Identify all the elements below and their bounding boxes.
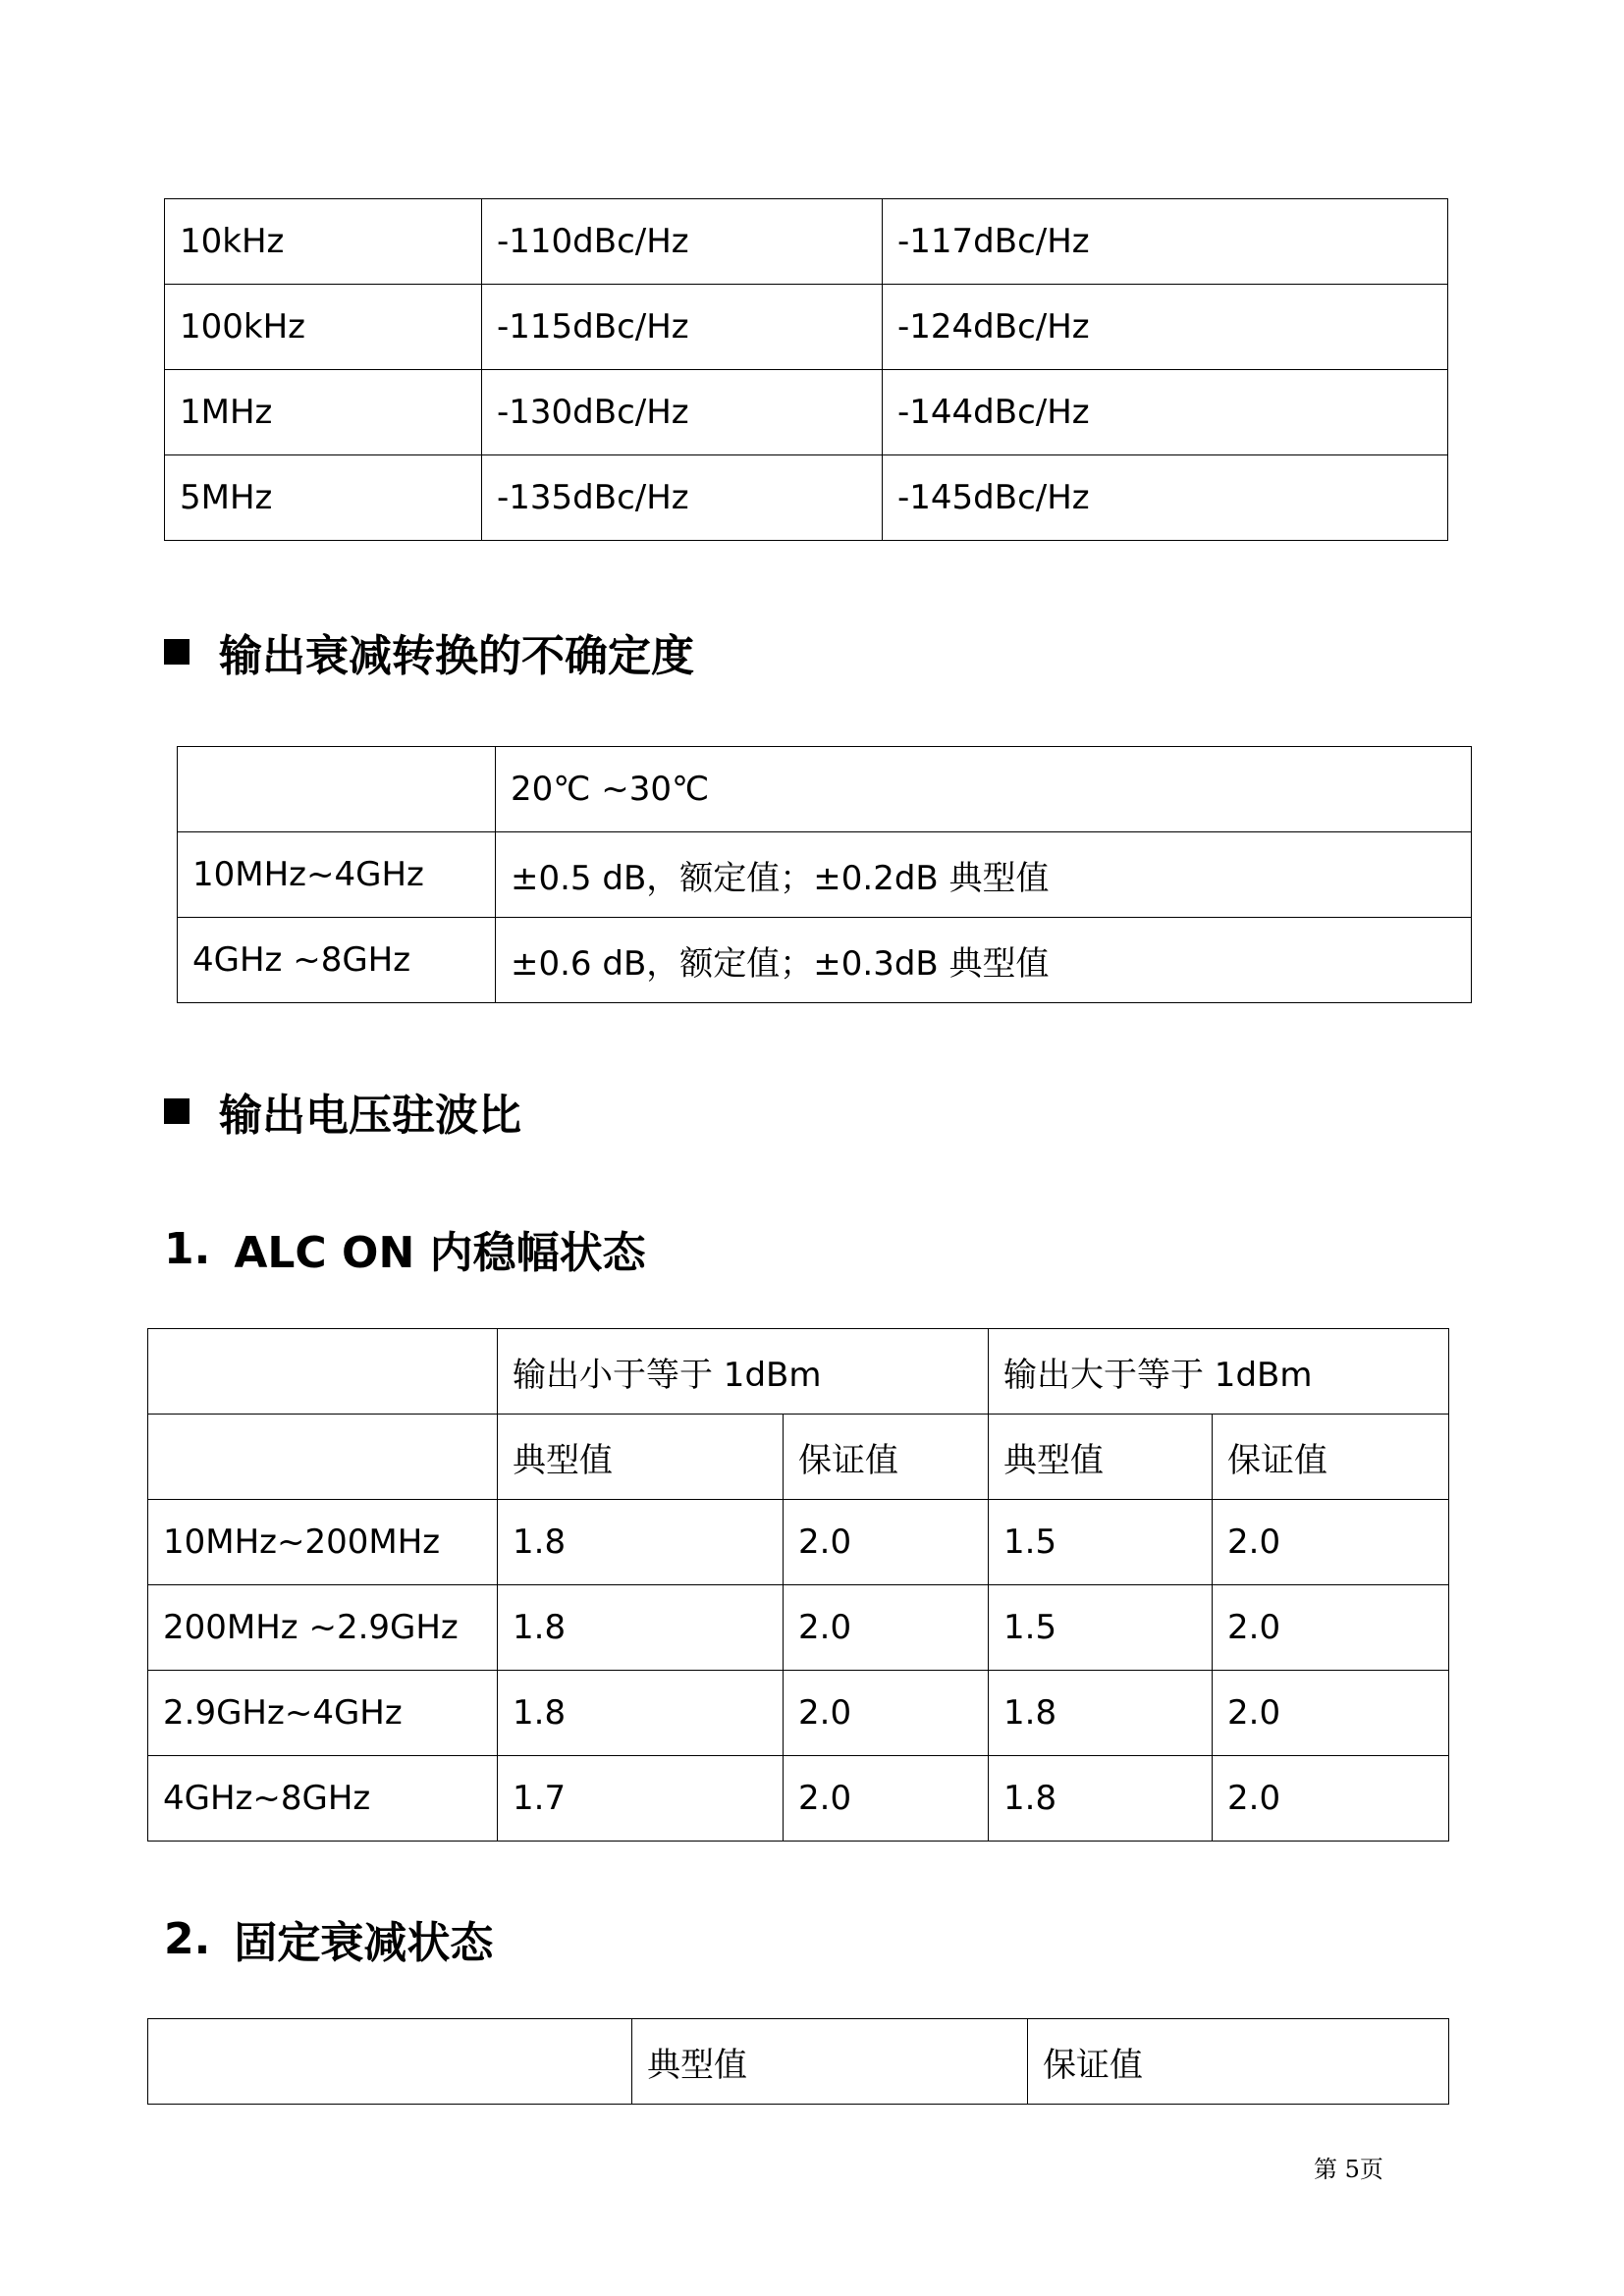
table-cell: -130dBc/Hz	[482, 370, 883, 455]
table-cell	[148, 1329, 498, 1415]
table-cell: 4GHz~8GHz	[148, 1756, 498, 1842]
subsection-number: 2.	[164, 1913, 211, 1964]
table-cell	[178, 747, 496, 832]
table-cell: 1.5	[989, 1585, 1213, 1671]
table-cell: 1.5	[989, 1500, 1213, 1585]
table-cell: 10MHz~4GHz	[178, 832, 496, 918]
table-cell: 100kHz	[165, 285, 482, 370]
section-heading-vswr	[164, 1080, 521, 1143]
table-sub-header-row	[148, 1415, 1449, 1500]
table-row	[148, 1756, 1449, 1842]
table-row	[178, 832, 1472, 918]
table-cell	[148, 2019, 632, 2105]
table-cell: 2.9GHz~4GHz	[148, 1671, 498, 1756]
table-cell: -124dBc/Hz	[883, 285, 1448, 370]
table-cell: -135dBc/Hz	[482, 455, 883, 541]
table-cell: -110dBc/Hz	[482, 199, 883, 285]
table-cell: -144dBc/Hz	[883, 370, 1448, 455]
table-cell: 2.0	[1213, 1671, 1449, 1756]
table-row	[165, 370, 1448, 455]
table-cell	[148, 1415, 498, 1500]
section-title: 输出电压驻波比	[219, 1091, 521, 1141]
table-cell: 1.8	[498, 1500, 784, 1585]
page-number: 第 5页	[1314, 2156, 1383, 2183]
attenuation-table	[177, 746, 1472, 1003]
subsection-title: 固定衰减状态	[234, 1918, 494, 1968]
table-cell: 2.0	[784, 1585, 989, 1671]
table-cell: 1MHz	[165, 370, 482, 455]
table-header-cell: 20℃ ~30℃	[496, 747, 1472, 832]
subsection-heading-alc	[164, 1217, 646, 1280]
section-heading-attenuation	[164, 620, 694, 683]
square-bullet-icon	[164, 639, 189, 665]
table-cell: 10kHz	[165, 199, 482, 285]
square-bullet-icon	[164, 1098, 189, 1124]
table-cell: 1.8	[989, 1671, 1213, 1756]
table-header-cell: 保证值	[784, 1415, 989, 1500]
table-cell: 2.0	[784, 1756, 989, 1842]
subsection-title: ALC ON 内稳幅状态	[234, 1228, 646, 1278]
table-cell: 2.0	[1213, 1500, 1449, 1585]
table-group-header-cell: 输出小于等于 1dBm	[498, 1329, 989, 1415]
table-header-cell: 保证值	[1213, 1415, 1449, 1500]
table-cell: -115dBc/Hz	[482, 285, 883, 370]
table-header-cell: 典型值	[498, 1415, 784, 1500]
table-cell: 1.8	[498, 1585, 784, 1671]
table-row	[165, 455, 1448, 541]
alc-vswr-table	[147, 1328, 1449, 1842]
table-header-cell: 典型值	[632, 2019, 1028, 2105]
table-cell: 1.8	[498, 1671, 784, 1756]
table-cell: -117dBc/Hz	[883, 199, 1448, 285]
table-row	[165, 285, 1448, 370]
table-header-row	[148, 2019, 1449, 2105]
table-header-cell: 典型值	[989, 1415, 1213, 1500]
table-cell: 200MHz ~2.9GHz	[148, 1585, 498, 1671]
table-header-cell: 保证值	[1028, 2019, 1449, 2105]
table-row	[165, 199, 1448, 285]
subsection-heading-fixed	[164, 1907, 493, 1970]
table-cell: 2.0	[784, 1500, 989, 1585]
table-header-row	[178, 747, 1472, 832]
phase-noise-table	[164, 198, 1448, 541]
table-cell: 2.0	[784, 1671, 989, 1756]
table-cell: 2.0	[1213, 1756, 1449, 1842]
table-group-header-row	[148, 1329, 1449, 1415]
table-cell: ±0.5 dB，额定值；±0.2dB 典型值	[496, 832, 1472, 918]
table-row	[148, 1585, 1449, 1671]
table-cell: ±0.6 dB，额定值；±0.3dB 典型值	[496, 918, 1472, 1003]
table-row	[148, 1671, 1449, 1756]
subsection-number: 1.	[164, 1223, 211, 1274]
table-row	[148, 1500, 1449, 1585]
table-cell: -145dBc/Hz	[883, 455, 1448, 541]
table-row	[178, 918, 1472, 1003]
table-group-header-cell: 输出大于等于 1dBm	[989, 1329, 1449, 1415]
section-title: 输出衰减转换的不确定度	[219, 631, 694, 681]
fixed-vswr-table	[147, 2018, 1449, 2105]
table-cell: 2.0	[1213, 1585, 1449, 1671]
table-cell: 10MHz~200MHz	[148, 1500, 498, 1585]
table-cell: 5MHz	[165, 455, 482, 541]
table-cell: 4GHz ~8GHz	[178, 918, 496, 1003]
table-cell: 1.8	[989, 1756, 1213, 1842]
table-cell: 1.7	[498, 1756, 784, 1842]
